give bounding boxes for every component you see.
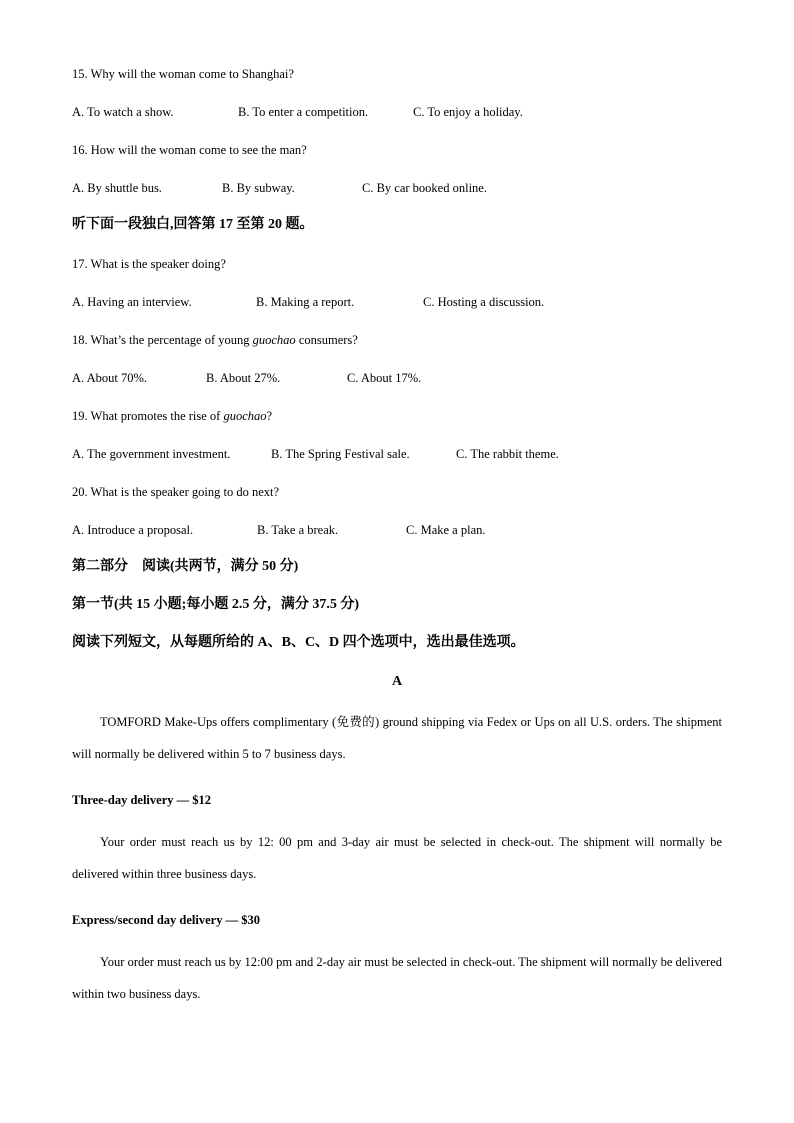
section-1-title: 第一节(共 15 小题;每小题 2.5 分，满分 37.5 分) (72, 597, 359, 612)
question-18-option-a: A. About 70%. (72, 371, 147, 385)
question-16-option-c: C. By car booked online. (362, 181, 487, 195)
question-19-stem (72, 408, 272, 424)
question-17-stem: 17. What is the speaker doing? (72, 257, 226, 271)
part-2-title: 第二部分 阅读(共两节，满分 50 分) (72, 559, 299, 574)
question-19-stem-end: ? (266, 409, 273, 423)
three-day-delivery-heading: Three-day delivery — $12 (72, 793, 211, 807)
question-17-option-b: B. Making a report. (256, 295, 355, 309)
question-18-stem (72, 332, 358, 348)
question-16-option-b: B. By subway. (222, 181, 295, 195)
question-15-option-c: C. To enjoy a holiday. (413, 105, 523, 119)
question-18-stem-text: 18. What’s the percentage of young (72, 333, 253, 347)
question-18-option-c: C. About 17%. (347, 371, 422, 385)
question-19-option-a: A. The government investment. (72, 447, 231, 461)
question-17-option-c: C. Hosting a discussion. (423, 295, 545, 309)
question-19-option-b: B. The Spring Festival sale. (271, 447, 410, 461)
question-19-stem-text: 19. What promotes the rise of (72, 409, 224, 423)
question-18-option-b: B. About 27%. (206, 371, 281, 385)
question-15-stem: 15. Why will the woman come to Shanghai? (72, 67, 294, 81)
question-20-option-a: A. Introduce a proposal. (72, 523, 194, 537)
question-19-stem-italic: guochao (223, 409, 267, 423)
question-17-option-a: A. Having an interview. (72, 295, 192, 309)
question-18-stem-italic: guochao (252, 333, 296, 347)
question-16-option-a: A. By shuttle bus. (72, 181, 162, 195)
question-15-option-b: B. To enter a competition. (238, 105, 369, 119)
reading-instructions: 阅读下列短文，从每题所给的 A、B、C、D 四个选项中，选出最佳选项。 (72, 635, 525, 650)
passage-letter: A (391, 674, 403, 689)
question-18-stem-end: consumers? (295, 333, 358, 347)
passage-paragraph-2: Your order must reach us by 12: 00 pm and 3-day air must be selected in check-out. The shipment will normally be delivered within three business days. (72, 835, 722, 881)
question-19-option-c: C. The rabbit theme. (456, 447, 559, 461)
section-17-20-instruction: 听下面一段独白,回答第 17 至第 20 题。 (72, 217, 314, 232)
question-20-option-c: C. Make a plan. (406, 523, 486, 537)
question-20-option-b: B. Take a break. (257, 523, 339, 537)
question-16-stem: 16. How will the woman come to see the man? (72, 143, 307, 157)
passage-paragraph-3: Your order must reach us by 12:00 pm and 2-day air must be selected in check-out. The shipment will normally be delivered within two business days. (72, 955, 722, 1001)
express-delivery-heading: Express/second day delivery — $30 (72, 913, 260, 927)
passage-paragraph-1: TOMFORD Make-Ups offers complimentary (免费的) ground shipping via Fedex or Ups on all U.S. orders. The shipment will normally be delivered within 5 to 7 business days. (72, 715, 722, 761)
question-20-stem: 20. What is the speaker going to do next? (72, 485, 280, 499)
question-15-option-a: A. To watch a show. (72, 105, 174, 119)
